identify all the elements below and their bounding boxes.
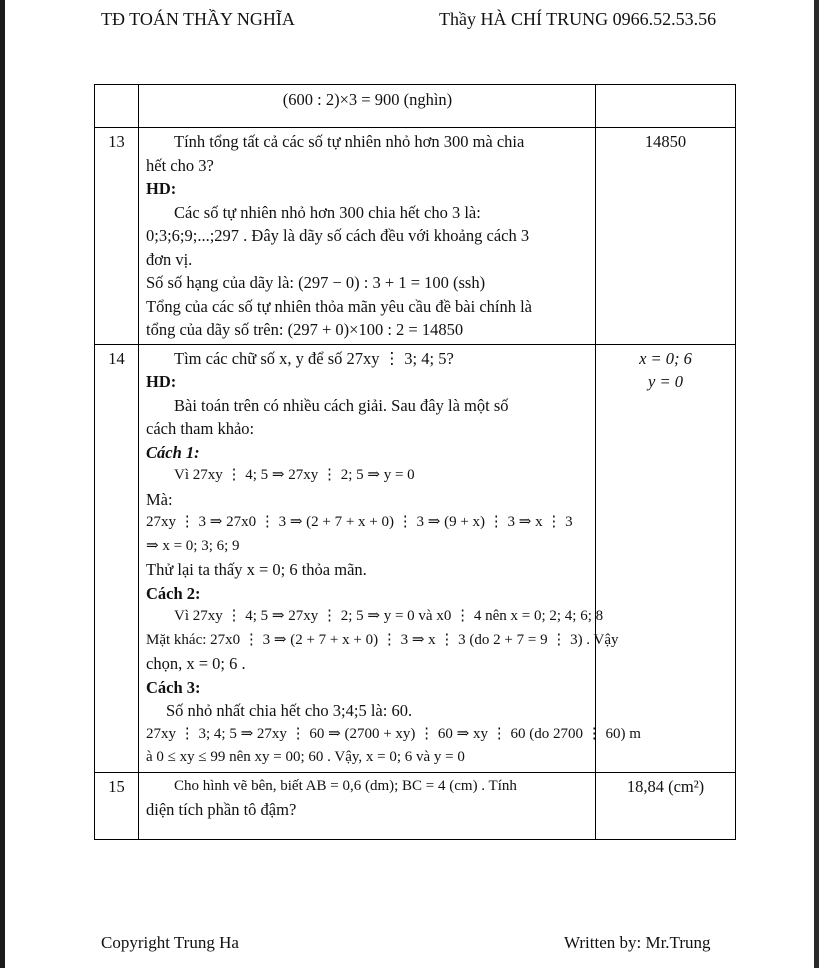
solution-text: à 0 ≤ xy ≤ 99 nên xy = 00; 60 . Vậy, x = 0; 6 và y = 0 bbox=[146, 749, 465, 765]
hd-label: HD: bbox=[146, 372, 177, 391]
solution-text: Tổng của các số tự nhiên thỏa mãn yêu cầu đề bài chính là bbox=[146, 296, 533, 316]
solution-text: Số nhỏ nhất chia hết cho 3;4;5 là: 60. bbox=[166, 701, 413, 720]
solution-text: 0;3;6;9;...;297 . Đây là dãy số cách đều với khoảng cách 3 bbox=[146, 226, 530, 245]
solution-text: tổng của dãy số trên: (297 + 0)×100 : 2 = 14850 bbox=[146, 320, 464, 339]
answer-x: x = 0; 6 bbox=[639, 348, 692, 368]
solution-text: đơn vị. bbox=[146, 249, 193, 269]
question-content bbox=[139, 344, 641, 772]
question-number: 14 bbox=[95, 344, 139, 772]
page-left-edge bbox=[0, 0, 5, 968]
answer-value: 14850 bbox=[596, 128, 736, 345]
question-number: 13 bbox=[95, 128, 139, 345]
header-right: Thầy HÀ CHÍ TRUNG 0966.52.53.56 bbox=[439, 9, 717, 29]
question-text: hết cho 3? bbox=[146, 155, 214, 175]
page-right-edge bbox=[814, 0, 819, 968]
header-left: TĐ TOÁN THẦY NGHĨA bbox=[101, 9, 295, 29]
answer-value: 18,84 (cm²) bbox=[596, 772, 736, 839]
footer-left: Copyright Trung Ha bbox=[101, 933, 239, 952]
solution-text: Số số hạng của dãy là: (297 − 0) : 3 + 1 = 100 (ssh) bbox=[146, 273, 486, 292]
solution-text: Vì 27xy ⋮ 4; 5 ⇒ 27xy ⋮ 2; 5 ⇒ y = 0 bbox=[174, 467, 415, 483]
solution-text: Mặt khác: 27x0 ⋮ 3 ⇒ (2 + 7 + x + 0) ⋮ 3 ⇒ x ⋮ 3 (do 2 + 7 = 9 ⋮ 3) . Vậy bbox=[146, 631, 619, 648]
answer-y: y = 0 bbox=[648, 372, 683, 391]
solution-text: Bài toán trên có nhiều cách giải. Sau đây là một số bbox=[174, 395, 509, 415]
hd-label: HD: bbox=[146, 179, 177, 198]
solution-text: 27xy ⋮ 3; 4; 5 ⇒ 27xy ⋮ 60 ⇒ (2700 + xy) ⋮ 60 ⇒ xy ⋮ 60 (do 2700 ⋮ 60) m bbox=[146, 725, 641, 742]
answer-table bbox=[94, 84, 736, 840]
solution-text: Các số tự nhiên nhỏ hơn 300 chia hết cho 3 là: bbox=[174, 202, 481, 222]
footer-right: Written by: Mr.Trung bbox=[564, 933, 711, 952]
question-text: Cho hình vẽ bên, biết AB = 0,6 (dm); BC = 4 (cm) . Tính bbox=[174, 777, 517, 794]
table-row-15 bbox=[95, 772, 736, 839]
row-number-cell bbox=[95, 85, 139, 128]
question-text: Tính tổng tất cả các số tự nhiên nhỏ hơn 300 mà chia bbox=[174, 132, 525, 151]
question-content bbox=[139, 772, 596, 839]
question-content bbox=[139, 128, 596, 345]
table-row-14 bbox=[95, 344, 736, 772]
question-text: Tìm các chữ số x, y để số 27xy ⋮ 3; 4; 5? bbox=[174, 348, 454, 368]
solution-text: ⇒ x = 0; 3; 6; 9 bbox=[146, 537, 240, 554]
top-row-text: (600 : 2)×3 = 900 (nghìn) bbox=[139, 85, 596, 128]
answer-cell bbox=[596, 85, 736, 128]
question-number: 15 bbox=[95, 772, 139, 839]
method-label: Cách 2: bbox=[146, 583, 201, 603]
table-row-top bbox=[95, 85, 736, 128]
method-label: Cách 1: bbox=[146, 442, 200, 462]
table-row-13 bbox=[95, 128, 736, 345]
solution-text: cách tham khảo: bbox=[146, 419, 255, 438]
answer-value bbox=[596, 344, 736, 772]
method-label: Cách 3: bbox=[146, 677, 201, 697]
solution-text: 27xy ⋮ 3 ⇒ 27x0 ⋮ 3 ⇒ (2 + 7 + x + 0) ⋮ 3 ⇒ (9 + x) ⋮ 3 ⇒ x ⋮ 3 bbox=[146, 514, 573, 530]
solution-text: Mà: bbox=[146, 489, 173, 509]
solution-text: chọn, x = 0; 6 . bbox=[146, 654, 246, 673]
solution-text: Vì 27xy ⋮ 4; 5 ⇒ 27xy ⋮ 2; 5 ⇒ y = 0 và x0 ⋮ 4 nên x = 0; 2; 4; 6; 8 bbox=[174, 608, 604, 624]
question-text: diện tích phần tô đậm? bbox=[146, 800, 297, 819]
solution-text: Thử lại ta thấy x = 0; 6 thỏa mãn. bbox=[146, 560, 367, 579]
